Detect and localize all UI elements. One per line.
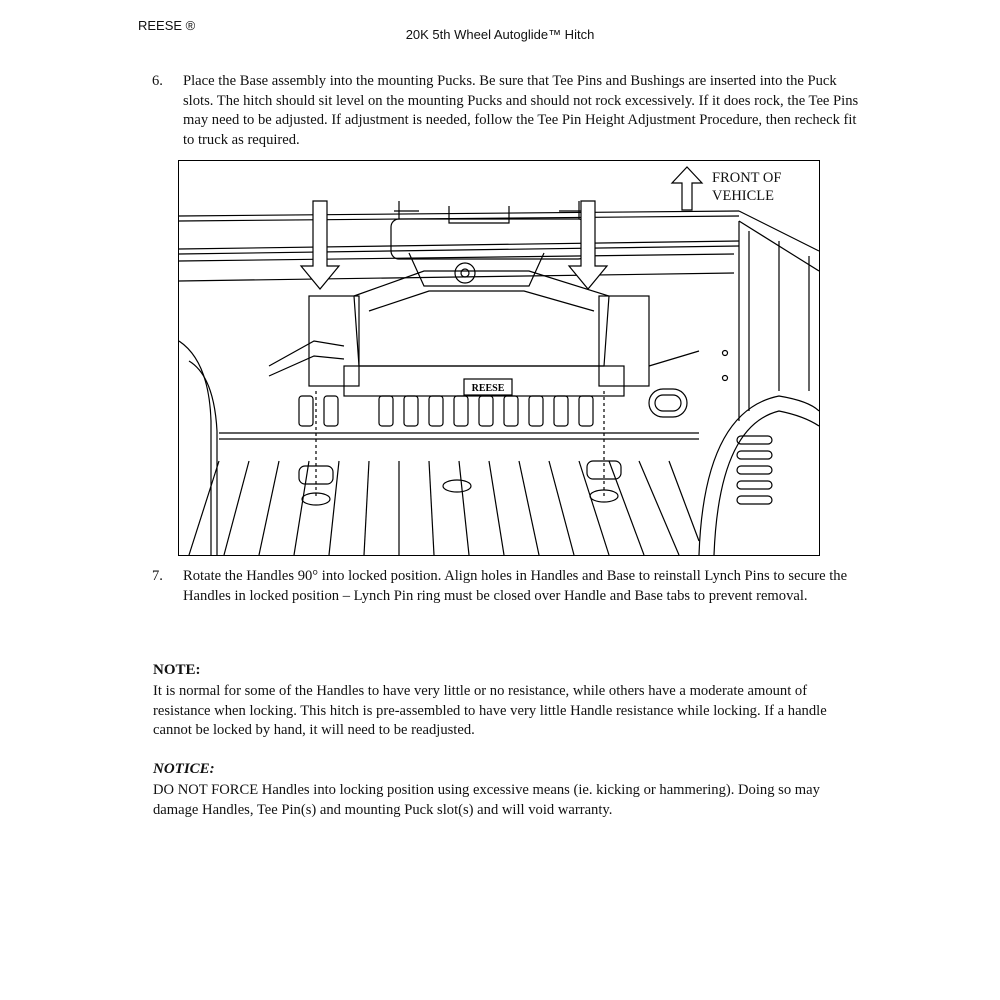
hitch-installation-figure [178,160,820,556]
step-text: Place the Base assembly into the mounting Pucks. Be sure that Tee Pins and Bushings are inserted into the Puck slots. The hitch should sit level on the mounting Pucks and should not rock excessively. If it does rock, the Tee Pins may need to be adjusted. If adjustment is needed, follow the Tee Pin Height Adjustment Procedure, then recheck fit to truck as required. [183,73,859,148]
step-6 [152,72,862,150]
hitch-badge-text: REESE [471,383,505,394]
note-heading: NOTE: [153,662,201,678]
step-7 [152,567,862,606]
front-label-line-2: VEHICLE [712,188,775,204]
notice-heading: NOTICE: [153,761,215,777]
front-label-line-1: FRONT OF [712,170,782,186]
brand-name: REESE ® [138,18,196,33]
step-text: Rotate the Handles 90° into locked position. Align holes in Handles and Base to reinstall Lynch Pins to secure the Handles in locked position – Lynch Pin ring must be closed over Handle and Base tabs to prevent removal. [183,568,848,604]
front-of-vehicle-label [712,169,802,205]
notice-body: DO NOT FORCE Handles into locking position using excessive means (ie. kicking or hammering). Doing so may damage Handles, Tee Pin(s) and mounting Puck slot(s) and will void warranty. [153,782,820,818]
step-number: 6. [152,73,163,89]
step-number: 7. [152,568,163,584]
document-title: 20K 5th Wheel Autoglide™ Hitch [405,27,595,42]
hitch-illustration [179,161,819,555]
note-body: It is normal for some of the Handles to have very little or no resistance, while others have a moderate amount of resistance when locking. This hitch is pre-assembled to have very little Handle resistance while locking. If a handle cannot be locked by hand, it will need to be readjusted. [153,683,827,739]
